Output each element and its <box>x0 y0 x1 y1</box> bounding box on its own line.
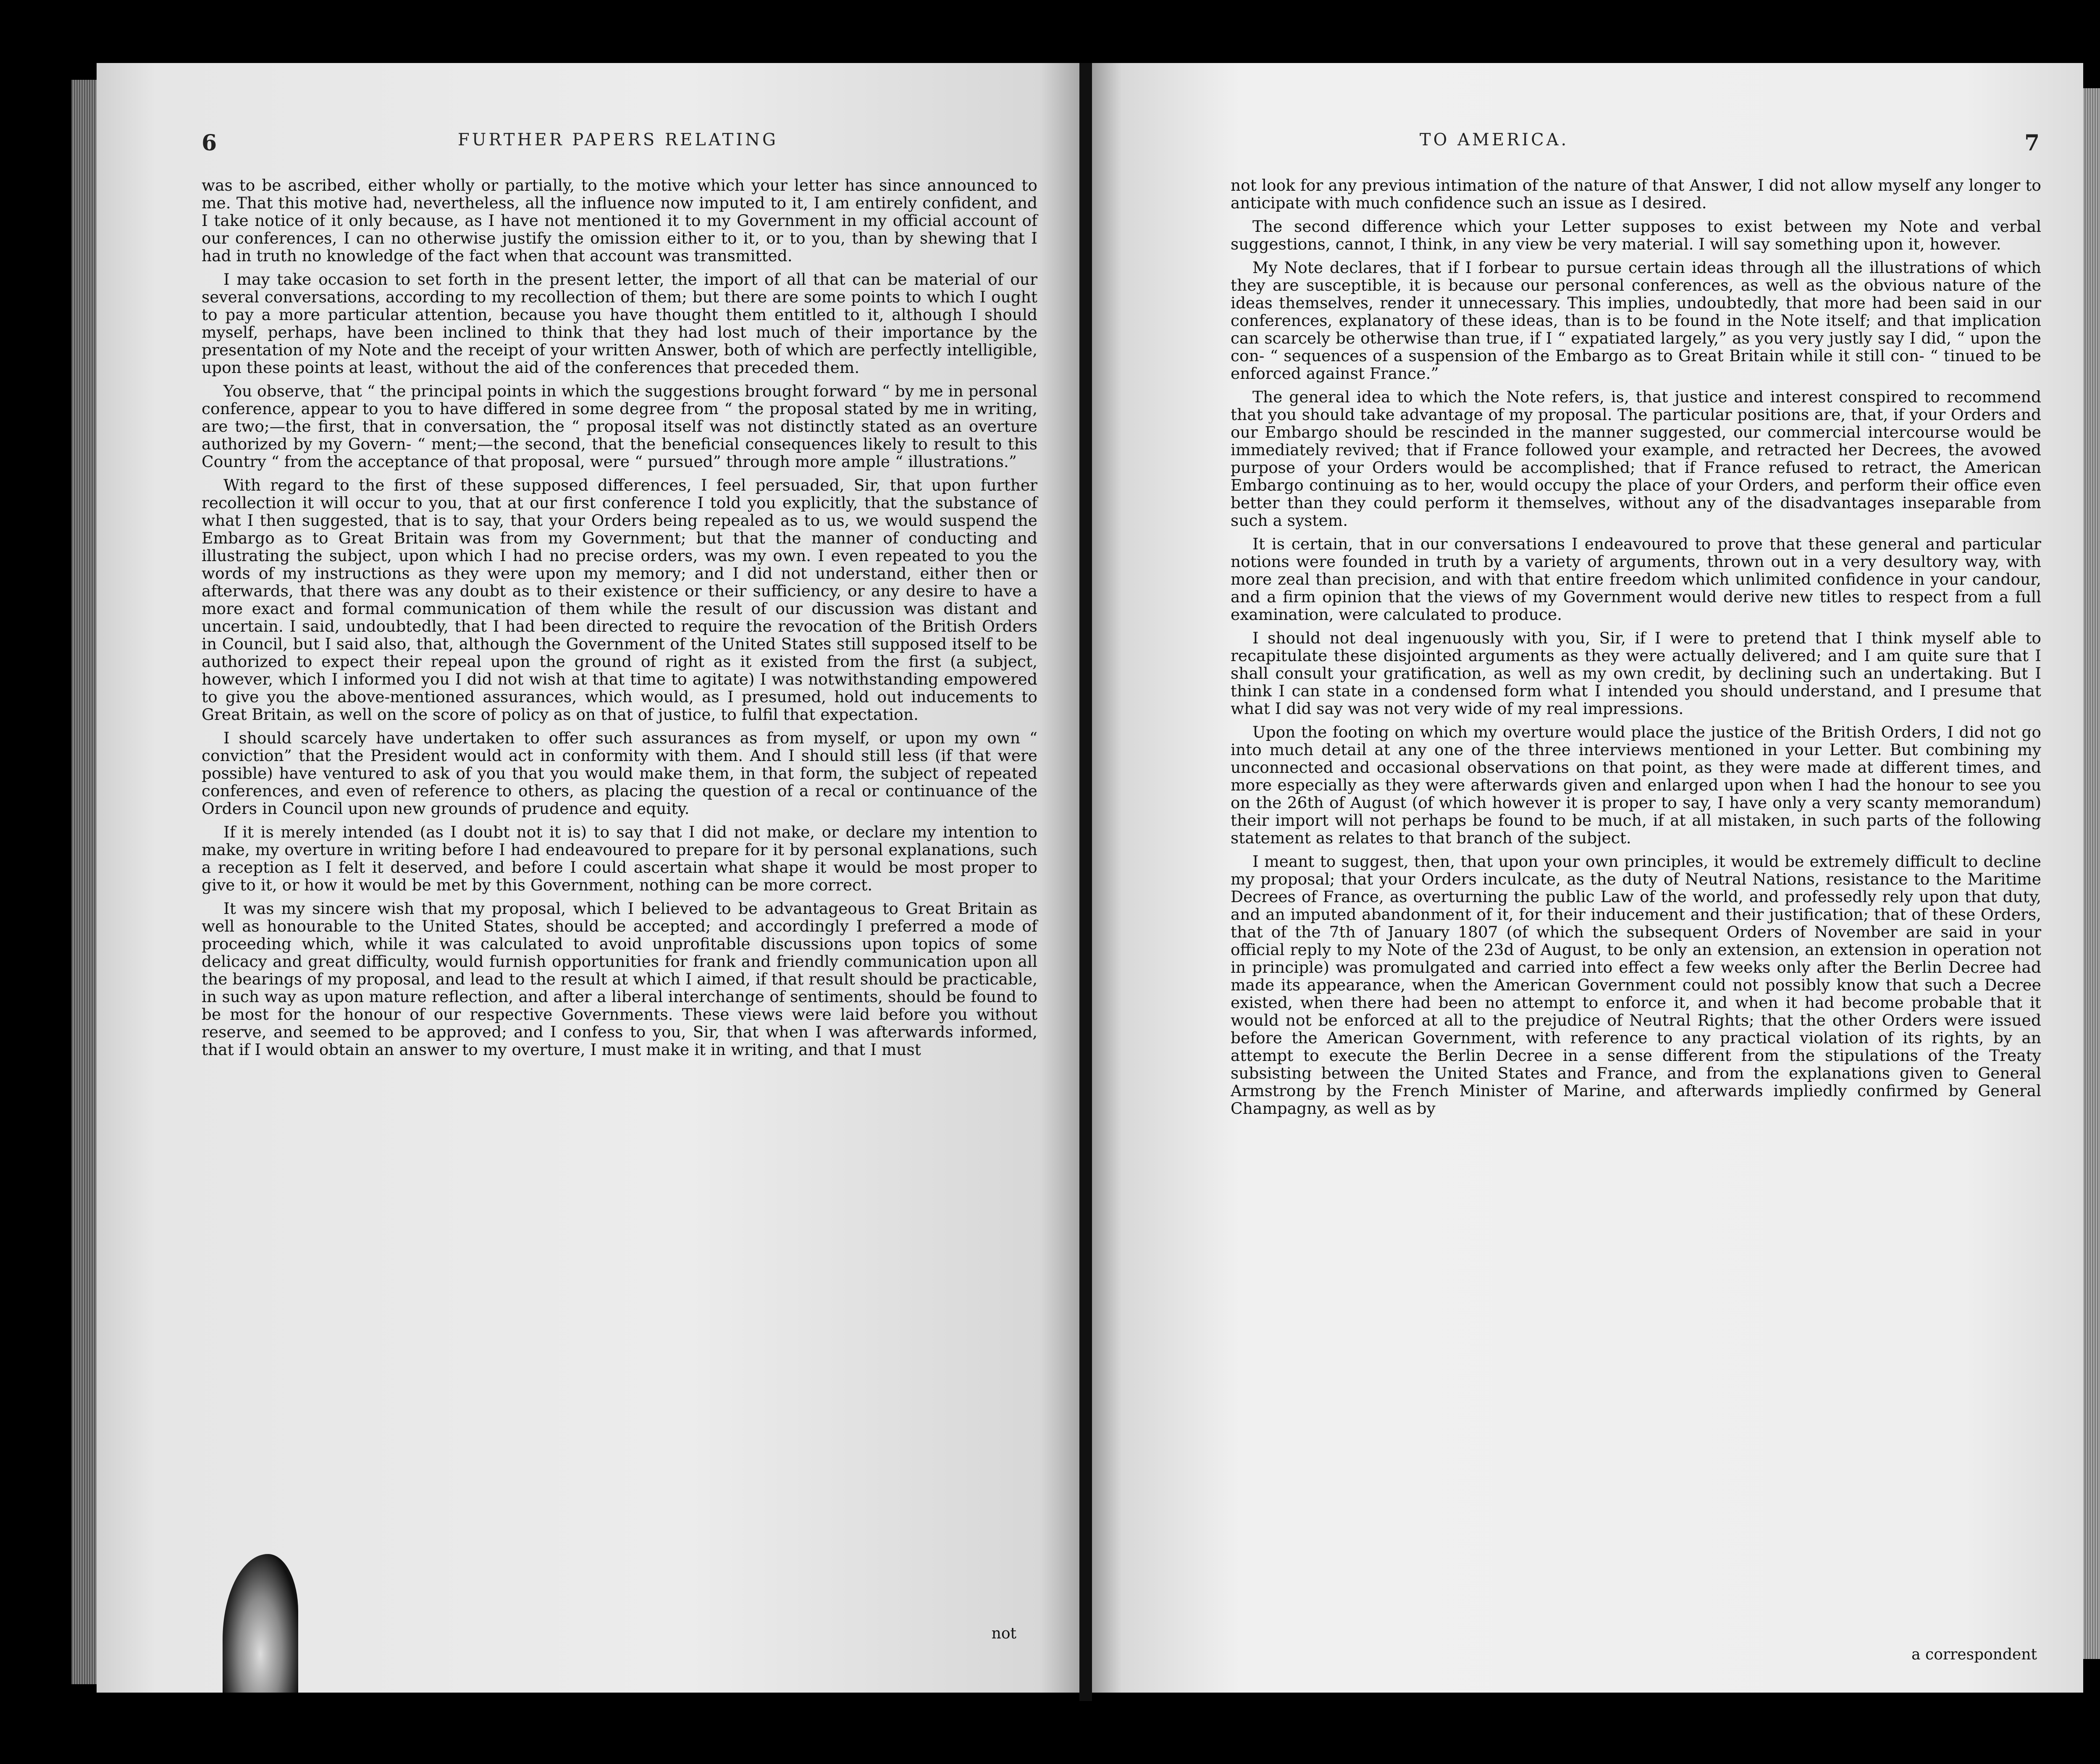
page-curl-shadow <box>223 1554 298 1693</box>
left-body-text <box>202 176 1037 1064</box>
paragraph: I may take occasion to set forth in the present letter, the import of all that can be material of our several conversations, according to my recollection of them; but there are some points to which I ought to pay a more particular attention, because you have thought them entitled to it, although I should myself, perhaps, have been inclined to think that they had lost much of their importance by the presentation of my Note and the receipt of your written Answer, both of which are perfectly intelligible, upon these points at least, without the aid of the conferences that preceded them. <box>202 270 1037 377</box>
paragraph: I should scarcely have undertaken to offer such assurances as from myself, or upon my own “ conviction” that the President would act in conformity with them. And I should still less (if that were possible) have ventured to ask of you that you would make them, in that form, the subject of repeated conferences, and even of reference to others, as placing the question of a recal or continuance of the Orders in Council upon new grounds of prudence and equity. <box>202 729 1037 818</box>
left-page-edges <box>71 80 97 1684</box>
book-gutter <box>1079 63 1092 1701</box>
right-catchword: a correspondent <box>1911 1646 2037 1663</box>
paragraph: I should not deal ingenuously with you, Sir, if I were to pretend that I think myself able to recapitulate these disjointed arguments as they were actually delivered; and I am quite sure that I shall consult your gratification, as well as my own credit, by declining such an undertaking. But I think I can state in a condensed form what I intended you should understand, and I presume that what I did say was not very wide of my real impressions. <box>1231 629 2041 718</box>
paragraph: Upon the footing on which my overture would place the justice of the British Orders, I did not go into much detail at any one of the three interviews mentioned in your Letter. But combining my unconnected and occasional observations on that point, as they were made at different times, and more especially as they were afterwards given and enlarged upon when I had the honour to see you on the 26th of August (of which however it is proper to say, I have only a very scanty memorandum) their import will not perhaps be found to be much, if at all mistaken, in such parts of the following statement as relates to that branch of the subject. <box>1231 723 2041 847</box>
paragraph: was to be ascribed, either wholly or partially, to the motive which your letter has since announced to me. That this motive had, nevertheless, all the influence now imputed to it, I am entirely confident, and I take notice of it only because, as I have not mentioned it to my Government in my official account of our conferences, I can no otherwise justify the omission either to it, or to you, than by shewing that I had in truth no knowledge of the fact when that account was transmitted. <box>202 176 1037 265</box>
paragraph: It is certain, that in our conversations I endeavoured to prove that these general and particular notions were founded in truth by a variety of arguments, thrown out in a very desultory way, with more zeal than precision, and with that entire freedom which unlimited confidence in your candour, and a firm opinion that the views of my Government would derive new titles to respect from a full examination, were calculated to produce. <box>1231 535 2041 624</box>
left-page-number: 6 <box>202 130 217 156</box>
paragraph: I meant to suggest, then, that upon your own principles, it would be extremely difficult to decline my proposal; that your Orders inculcate, as the duty of Neutral Nations, resistance to the Maritime Decrees of France, as overturning the public Law of the world, and professedly rely upon that duty, and an imputed abandonment of it, for their inducement and their justification; that of these Orders, that of the 7th of January 1807 (of which the subsequent Orders of November are said in your official reply to my Note of the 23d of August, to be only an extension, an extension in operation not in principle) was promulgated and carried into effect a few weeks only after the Berlin Decree had made its appearance, when the American Government could not possibly know that such a Decree existed, when there had been no attempt to enforce it, and when it had become probable that it would not be enforced at all to the prejudice of Neutral Rights; that the other Orders were issued before the American Government, with reference to any practical violation of its rights, by an attempt to execute the Berlin Decree in a sense different from the stipulations of the Treaty subsisting between the United States and France, and from the explanations given to General Armstrong by the French Minister of Marine, and afterwards impliedly confirmed by General Champagny, as well as by <box>1231 852 2041 1118</box>
right-running-title: TO AMERICA. <box>1420 130 1569 150</box>
paragraph: not look for any previous intimation of the nature of that Answer, I did not allow myself any longer to anticipate with much confidence such an issue as I desired. <box>1231 176 2041 212</box>
paragraph: The second difference which your Letter supposes to exist between my Note and verbal suggestions, cannot, I think, in any view be very material. I will say something upon it, however. <box>1231 217 2041 253</box>
right-running-head <box>1092 130 2083 164</box>
paragraph: The general idea to which the Note refers, is, that justice and interest conspired to recommend that you should take advantage of my proposal. The particular positions are, that, if your Orders and our Embargo should be rescinded in the manner suggested, our commercial intercourse would be immediately revived; that if France followed your example, and retracted her Decrees, the avowed purpose of your Orders would be accomplished; that if France refused to retract, the American Embargo continuing as to her, would occupy the place of your Orders, and perform their office even better than they could perform it themselves, without any of the disadvantages inseparable from such a system. <box>1231 388 2041 530</box>
paragraph: You observe, that “ the principal points in which the suggestions brought forward “ by me in personal conference, appear to you to have differed in some degree from “ the proposal stated by me in writing, are two;—the first, that in conversation, the “ proposal itself was not distinctly stated as an overture authorized by my Govern- “ ment;—the second, that the beneficial consequences likely to result to this Country “ from the acceptance of that proposal, were “ pursued” through more ample “ illustrations.” <box>202 382 1038 471</box>
right-page-number: 7 <box>2024 130 2040 156</box>
paragraph: If it is merely intended (as I doubt not it is) to say that I did not make, or declare my intention to make, my overture in writing before I had endeavoured to prepare for it by personal explanations, such a reception as I felt it deserved, and before I could ascertain what shape it would be most proper to give to it, or how it would be met by this Government, nothing can be more correct. <box>202 823 1037 894</box>
left-running-head <box>97 130 1079 164</box>
left-catchword: not <box>991 1625 1016 1642</box>
paragraph: My Note declares, that if I forbear to pursue certain ideas through all the illustrations of which they are susceptible, it is because our personal conferences, as well as the obvious nature of the ideas themselves, render it unnecessary. This implies, undoubtedly, that more had been said in our conferences, explanatory of these ideas, than is to be found in the Note itself; and that implication can scarcely be otherwise than true, if I “ expatiated largely,” as you very justly say I did, “ upon the con- “ sequences of a suspension of the Embargo as to Great Britain while it still con- “ tinued to be enforced against France.” <box>1231 258 2041 383</box>
left-running-title: FURTHER PAPERS RELATING <box>458 130 778 150</box>
open-book <box>71 63 2100 1701</box>
paragraph: With regard to the first of these supposed differences, I feel persuaded, Sir, that upon further recollection it will occur to you, that at our first conference I told you explicitly, that the substance of what I then suggested, that is to say, that your Orders being repealed as to us, we would suspend the Embargo as to Great Britain was from my Government; but that the manner of conducting and illustrating the subject, upon which I had no precise orders, was my own. I even repeated to you the words of my instructions as they were upon my memory; and I did not understand, either then or afterwards, that there was any doubt as to their existence or their sufficiency, or any desire to have a more exact and formal communication of them while the result of our discussion was distant and uncertain. I said, undoubtedly, that I had been directed to require the revocation of the British Orders in Council, but I said also, that, although the Government of the United States still supposed itself to be authorized to expect their repeal upon the ground of right as it existed from the first (a subject, however, which I informed you I did not wish at that time to agitate) I was notwithstanding empowered to give you the above-mentioned assurances, which would, as I presumed, hold out inducements to Great Britain, as well on the score of policy as on that of justice, to fulfil that expectation. <box>202 476 1037 724</box>
right-page <box>1092 63 2083 1693</box>
paragraph: It was my sincere wish that my proposal, which I believed to be advantageous to Great Britain as well as honourable to the United States, should be accepted; and accordingly I preferred a mode of proceeding which, while it was calculated to avoid unprofitable discussions upon topics of some delicacy and great difficulty, would furnish opportunities for frank and friendly communication upon all the bearings of my proposal, and lead to the result at which I aimed, if that result should be practicable, in such way as upon mature reflection, and after a liberal interchange of sentiments, should be found to be most for the honour of our respective Governments. These views were laid before you without reserve, and seemed to be approved; and I confess to you, Sir, that when I was afterwards informed, that if I would obtain an answer to my overture, I must make it in writing, and that I must <box>202 899 1037 1059</box>
right-body-text <box>1231 176 2041 1123</box>
right-page-edges <box>2083 88 2100 1659</box>
left-page <box>97 63 1079 1693</box>
